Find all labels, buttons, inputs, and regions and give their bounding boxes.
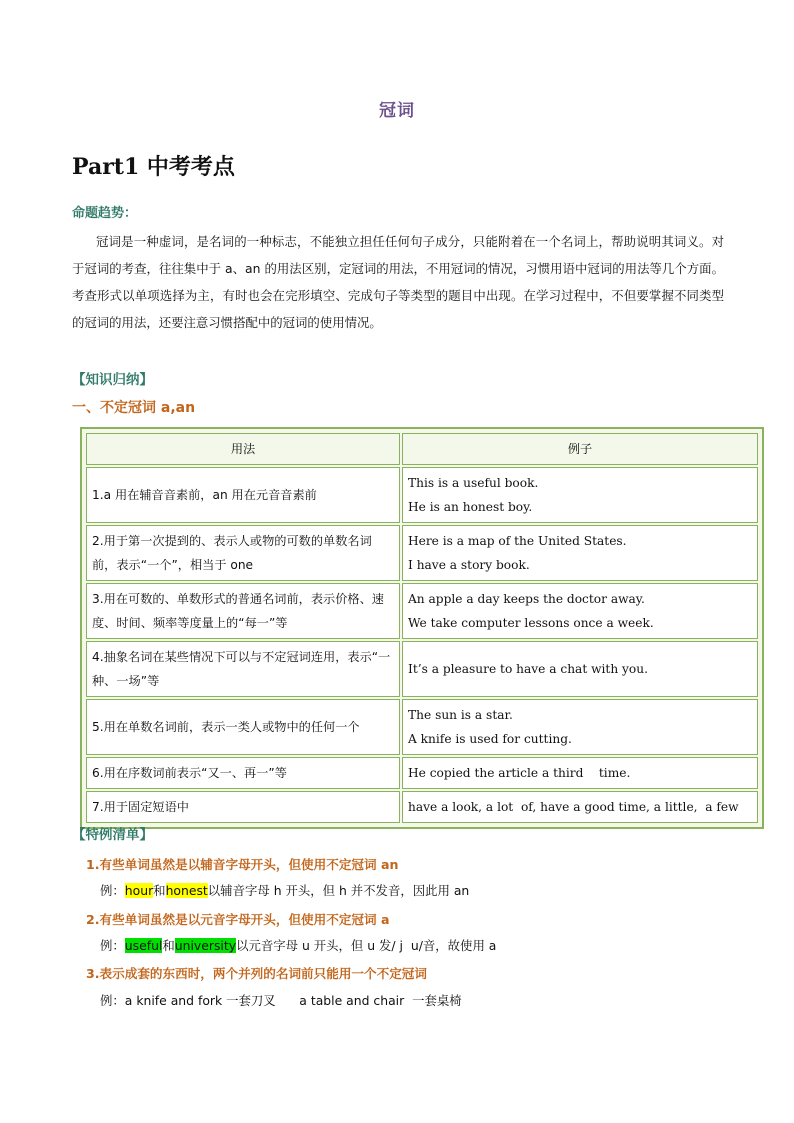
special-rule-1: 1.有些单词虽然是以辅音字母开头，但使用不定冠词 an [86, 857, 399, 872]
table-row [86, 525, 758, 581]
highlighted-word: useful [124, 938, 163, 953]
example-cell [402, 525, 758, 581]
example-sentence: I have a story book. [408, 558, 530, 572]
usage-cell: 2.用于第一次提到的、表示人或物的可数的单数名词前，表示“一个”，相当于 one [86, 525, 400, 581]
usage-table [80, 427, 764, 829]
example-explanation: 以元音字母 u 开头，但 u 发/ j u/音，故使用 a [236, 938, 497, 953]
usage-cell: 5.用在单数名词前，表示一类人或物中的任何一个 [86, 699, 400, 755]
example-cell [402, 791, 758, 823]
usage-cell: 4.抽象名词在某些情况下可以与不定冠词连用，表示“一种、一场”等 [86, 641, 400, 697]
example-sentence: He is an honest boy. [408, 500, 533, 514]
knowledge-summary-label: 【知识归纳】 [72, 372, 153, 388]
highlighted-word: hour [124, 883, 154, 898]
table-header-examples: 例子 [402, 433, 758, 465]
table-header-usage: 用法 [86, 433, 400, 465]
part-heading: Part1 中考考点 [72, 154, 235, 180]
table-row [86, 699, 758, 755]
example-sentence: An apple a day keeps the doctor away. [408, 592, 645, 606]
trend-label: 命题趋势： [72, 206, 138, 221]
usage-cell: 1.a 用在辅音音素前，an 用在元音音素前 [86, 467, 400, 523]
document-title: 冠词 [379, 101, 415, 121]
table-row [86, 467, 758, 523]
example-sentence: Here is a map of the United States. [408, 534, 627, 548]
example-sentence: A knife is used for cutting. [408, 732, 572, 746]
conjunction: 和 [153, 883, 166, 898]
table-row [86, 583, 758, 639]
table-header-row [86, 433, 758, 465]
example-explanation: 以辅音字母 h 开头，但 h 并不发音，因此用 an [207, 883, 470, 898]
usage-cell: 7.用于固定短语中 [86, 791, 400, 823]
example-prefix: 例： [100, 938, 125, 953]
special-example-1 [100, 881, 469, 899]
example-sentence: We take computer lessons once a week. [408, 616, 654, 630]
usage-cell: 3.用在可数的、单数形式的普通名词前，表示价格、速度、时间、频率等度量上的“每一”等 [86, 583, 400, 639]
example-sentence: This is a useful book. [408, 476, 539, 490]
example-sentence: The sun is a star. [408, 708, 513, 722]
special-cases-label: 【特例清单】 [72, 827, 153, 843]
example-prefix: 例： [100, 883, 125, 898]
highlighted-word: university [174, 938, 237, 953]
trend-paragraph: 冠词是一种虚词，是名词的一种标志，不能独立担任任何句子成分，只能附着在一个名词上，帮助说明其词义。对于冠词的考查，往往集中于 a、an 的用法区别，定冠词的用法，不用冠词的情况，习惯用语中冠词的用法等几个方面。考查形式以单项选择为主，有时也会在完形填空、完成句子等类型的题目中出现。在学习过程中，不但要掌握不同类型的冠词的用法，还要注意习惯搭配中的冠词的使用情况。 [72, 234, 724, 330]
table-row [86, 791, 758, 823]
special-example-3: 例：a knife and fork 一套刀叉 a table and chair 一套桌椅 [100, 993, 462, 1008]
example-sentence: have a look, a lot of, have a good time, a little, a few [408, 800, 739, 814]
example-sentence: He copied the article a third time. [408, 766, 631, 780]
highlighted-word: honest [165, 883, 208, 898]
example-cell [402, 583, 758, 639]
example-cell [402, 757, 758, 789]
usage-cell: 6.用在序数词前表示“又一、再一”等 [86, 757, 400, 789]
example-cell [402, 641, 758, 697]
table-row [86, 641, 758, 697]
example-cell [402, 699, 758, 755]
special-rule-2: 2.有些单词虽然是以元音字母开头，但使用不定冠词 a [86, 912, 390, 927]
special-example-2 [100, 936, 496, 954]
special-rule-3: 3.表示成套的东西时，两个并列的名词前只能用一个不定冠词 [86, 966, 427, 981]
conjunction: 和 [162, 938, 175, 953]
example-sentence: It’s a pleasure to have a chat with you. [408, 662, 648, 676]
example-cell [402, 467, 758, 523]
section-heading-indefinite-article: 一、不定冠词 a,an [72, 400, 196, 416]
table-row [86, 757, 758, 789]
